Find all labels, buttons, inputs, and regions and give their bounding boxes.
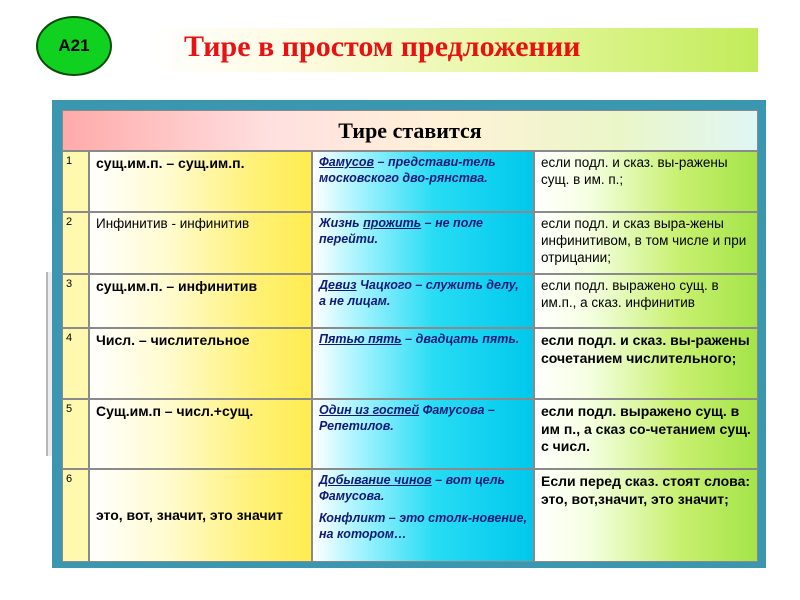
pattern-cell: это, вот, значит, это значит bbox=[89, 469, 312, 562]
row-number: 1 bbox=[62, 151, 89, 212]
example-cell: Фамусов – представи-тель московского дво-рянства. bbox=[312, 151, 534, 212]
row-number: 5 bbox=[62, 399, 89, 469]
condition-cell: если подл. и сказ. вы-ражены сущ. в им. п.; bbox=[534, 151, 758, 212]
title-bar bbox=[148, 28, 758, 72]
table-header: Тире ставится bbox=[62, 110, 758, 151]
row-number: 2 bbox=[62, 212, 89, 274]
example-cell: Один из гостей Фамусова – Репетилов. bbox=[312, 399, 534, 469]
pattern-cell: сущ.им.п. – инфинитив bbox=[89, 274, 312, 328]
row-number: 3 bbox=[62, 274, 89, 328]
example-cell: Жизнь прожить – не поле перейти. bbox=[312, 212, 534, 274]
example-cell bbox=[312, 469, 534, 562]
row-number: 4 bbox=[62, 328, 89, 399]
pattern-cell: Инфинитив - инфинитив bbox=[89, 212, 312, 274]
table-frame bbox=[52, 100, 766, 568]
example-line: Конфликт – это столк-новение, на котором… bbox=[319, 511, 527, 541]
example-cell: Девиз Чацкого – служить делу, а не лицам. bbox=[312, 274, 534, 328]
topic-badge: А21 bbox=[36, 16, 112, 76]
example-line: Добывание чинов – вот цель Фамусова. bbox=[319, 473, 505, 503]
pattern-cell: Числ. – числительное bbox=[89, 328, 312, 399]
condition-cell: если подл. и сказ. вы-ражены сочетанием числительного; bbox=[534, 328, 758, 399]
condition-cell: если подл. и сказ выра-жены инфинитивом, в том числе и при отрицании; bbox=[534, 212, 758, 274]
condition-cell: если подл. выражено сущ. в им.п., а сказ. инфинитив bbox=[534, 274, 758, 328]
condition-cell: Если перед сказ. стоят слова: это, вот,значит, это значит; bbox=[534, 469, 758, 562]
example-cell: Пятью пять – двадцать пять. bbox=[312, 328, 534, 399]
pattern-cell: сущ.им.п. – сущ.им.п. bbox=[89, 151, 312, 212]
pattern-cell: Сущ.им.п – числ.+сущ. bbox=[89, 399, 312, 469]
rules-table bbox=[62, 110, 758, 562]
page-title: Тире в простом предложении bbox=[184, 30, 581, 63]
condition-cell: если подл. выражено сущ. в им п., а сказ со-четанием сущ. с числ. bbox=[534, 399, 758, 469]
row-number: 6 bbox=[62, 469, 89, 562]
